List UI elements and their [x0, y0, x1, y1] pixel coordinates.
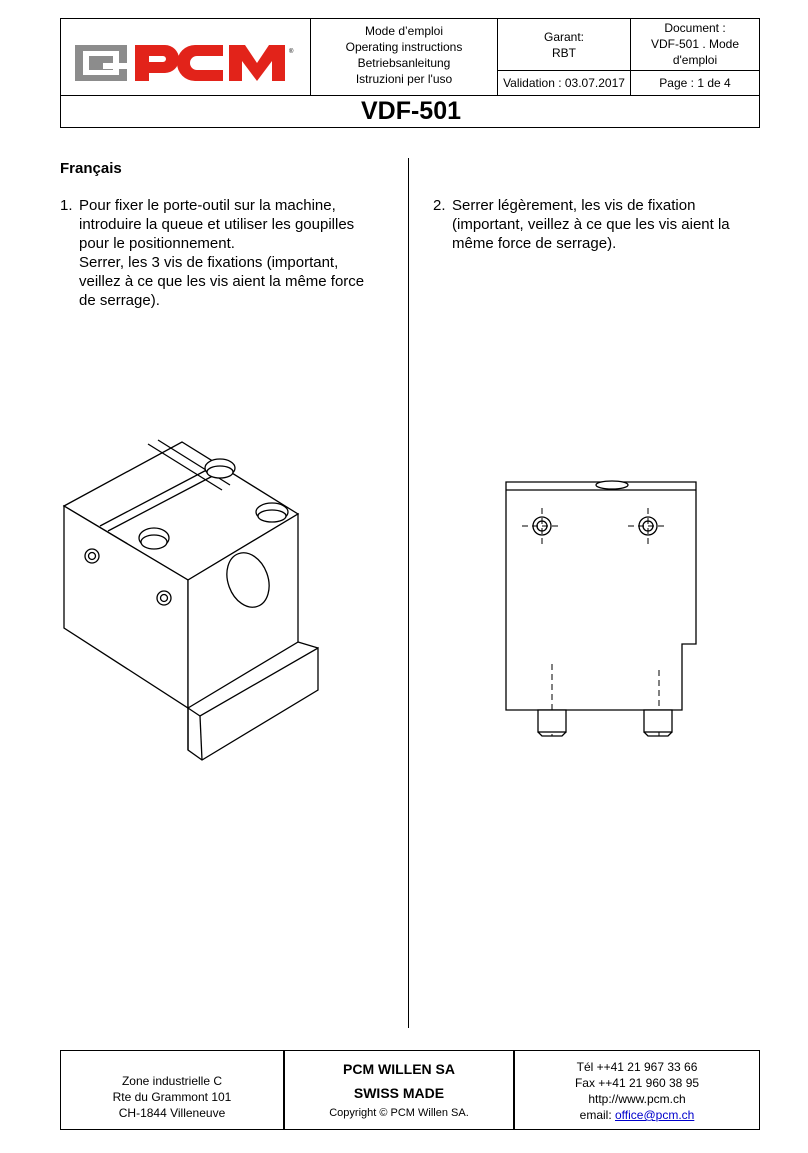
- document-label: Document :: [664, 21, 726, 35]
- company-block: [283, 1051, 515, 1129]
- instructions-languages: [311, 23, 497, 87]
- fax: Fax ++41 21 960 38 95: [574, 1076, 700, 1090]
- garant-value: RBT: [552, 46, 576, 60]
- contact-block: [515, 1051, 759, 1129]
- telephone: Tél ++41 21 967 33 66: [576, 1060, 698, 1074]
- company-name: PCM WILLEN SA: [343, 1061, 455, 1077]
- document-footer: [60, 1050, 760, 1130]
- address-line-2: Rte du Grammont 101: [112, 1090, 232, 1104]
- screw-right: [644, 710, 672, 732]
- website[interactable]: http://www.pcm.ch: [588, 1092, 686, 1106]
- instructions-en: Operating instructions: [345, 40, 463, 54]
- front-view-body: [506, 482, 696, 710]
- step-1: [60, 196, 400, 316]
- page-number: Page : 1 de 4: [659, 76, 731, 90]
- address-line-3: CH-1844 Villeneuve: [118, 1106, 226, 1120]
- document-type: d'emploi: [672, 53, 718, 67]
- step-1-number: 1.: [60, 197, 73, 214]
- email-line: [515, 1107, 759, 1123]
- step-2: [433, 196, 773, 256]
- step-2-text: Serrer légèrement, les vis de fixation (important, veillez à ce que les vis aient la même force de serrage).: [452, 197, 730, 252]
- screw-left: [538, 710, 566, 732]
- address-line-1: Zone industrielle C: [121, 1074, 223, 1088]
- copyright: Copyright © PCM Willen SA.: [329, 1107, 469, 1119]
- step-2-number: 2.: [433, 197, 446, 214]
- pcm-logo-graphic: [73, 37, 298, 87]
- document-title: VDF-501: [360, 97, 462, 125]
- document-header: [60, 18, 760, 128]
- garant-label: Garant:: [543, 30, 585, 44]
- document-cell: [631, 20, 759, 68]
- address-block: [61, 1051, 283, 1129]
- email-link[interactable]: office@pcm.ch: [615, 1108, 695, 1122]
- top-hole-view: [596, 481, 628, 489]
- step-1-text: Pour fixer le porte-outil sur la machine, introduire la queue et utiliser les goupilles pour le positionnement. Serrer, les 3 vis de fixations (important, veillez à ce que les vis aient la même force de serrage).: [79, 197, 365, 309]
- pcm-logo: [73, 37, 298, 87]
- instructions-it: Istruzioni per l'uso: [355, 72, 453, 86]
- isometric-tool-holder-drawing: [50, 430, 330, 770]
- email-label: email:: [579, 1108, 615, 1122]
- registered-mark: ®: [289, 49, 294, 55]
- swiss-made: SWISS MADE: [353, 1085, 445, 1101]
- instructions-fr: Mode d’emploi: [364, 24, 444, 38]
- validation-date: Validation : 03.07.2017: [503, 76, 625, 90]
- column-separator: [408, 158, 409, 1028]
- language-heading: Français: [60, 160, 122, 177]
- instructions-de: Betriebsanleitung: [357, 56, 451, 70]
- front-view-drawing: [496, 474, 706, 746]
- garant-cell: [498, 29, 630, 61]
- document-name: VDF-501 . Mode: [650, 37, 740, 51]
